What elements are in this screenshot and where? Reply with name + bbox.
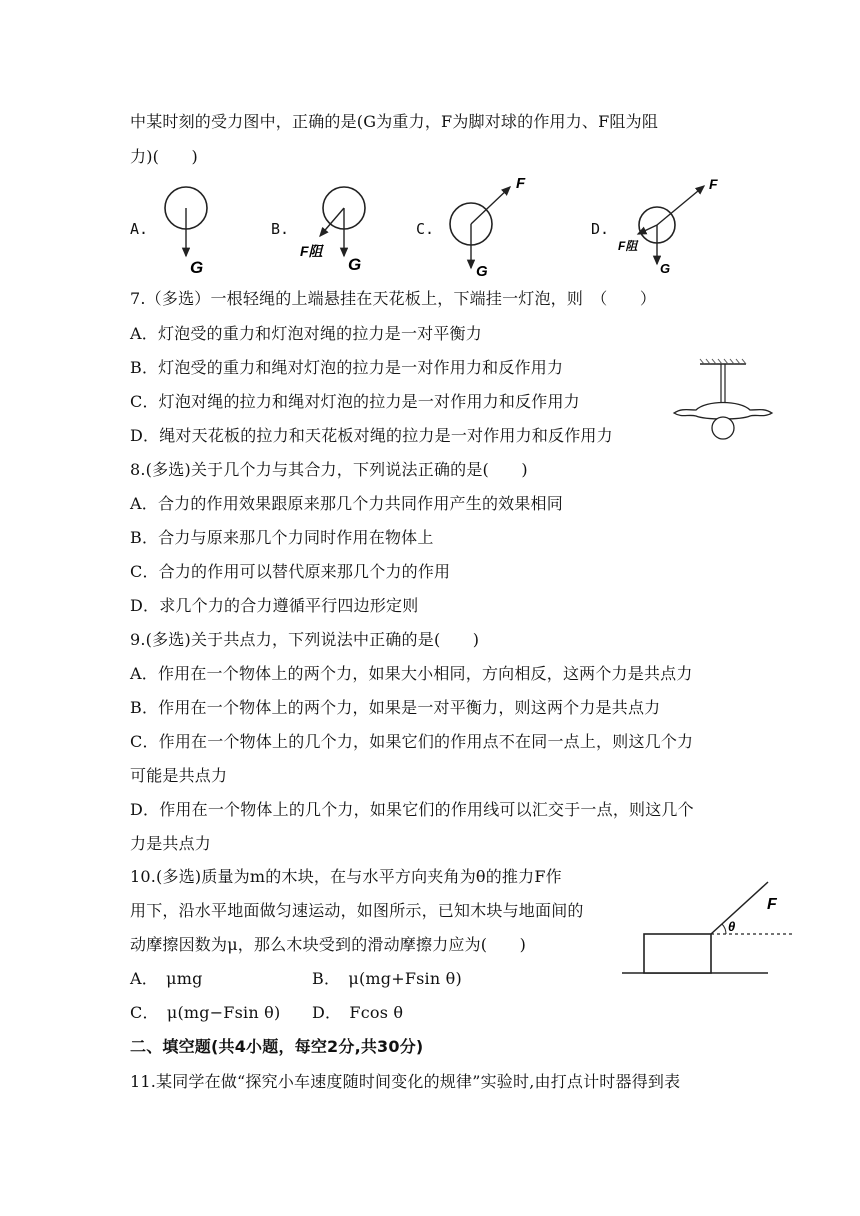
q9-option-c-cont: 可能是共点力 [130,766,228,785]
gravity-label: G [660,261,671,276]
resistance-arrow [638,225,657,234]
q6-figure-d [614,172,744,282]
q8-option-b: B．合力与原来那几个力同时作用在物体上 [130,528,434,547]
q10-option-c: C． μ(mg−Fsin θ) [130,1003,281,1022]
q10-line-1: 10.(多选)质量为m的木块，在与水平方向夹角为θ的推力F作 [130,867,562,886]
q6-line-1: 中某时刻的受力图中，正确的是(G为重力，F为脚对球的作用力、F阻为阻 [130,112,659,131]
theta-label: θ [728,919,736,934]
q8-option-a: A．合力的作用效果跟原来那几个力共同作用产生的效果相同 [130,494,563,513]
resistance-label: F阻 [618,239,638,253]
q9-option-a: A．作用在一个物体上的两个力，如果大小相同，方向相反，这两个力是共点力 [130,664,693,683]
q10-line-3: 动摩擦因数为μ，那么木块受到的滑动摩擦力应为( ) [130,935,527,954]
gravity-label: G [190,258,204,277]
q6-option-a-label: A. [130,220,149,238]
q6-option-d-label: D. [591,220,610,238]
q7-option-b: B．灯泡受的重力和绳对灯泡的拉力是一对作用力和反作用力 [130,358,564,377]
q9-stem: 9.(多选)关于共点力，下列说法中正确的是( ) [130,630,480,649]
gravity-label: G [476,263,488,280]
hanging-lamp-figure [668,340,778,440]
q10-option-a: A． μmg [130,969,203,988]
kick-force-label: F [516,175,526,192]
q7-option-d: D．绳对天花板的拉力和天花板对绳的拉力是一对作用力和反作用力 [130,426,613,445]
q9-option-c: C．作用在一个物体上的几个力，如果它们的作用点不在同一点上，则这几个力 [130,732,694,751]
force-label: F [767,896,777,913]
kick-force-arrow [657,186,704,225]
push-force-line [711,882,768,934]
q11-stem: 11.某同学在做“探究小车速度随时间变化的规律”实验时,由打点计时器得到表 [130,1072,681,1091]
q9-option-d-cont: 力是共点力 [130,834,212,853]
bulb [712,417,734,439]
q7-stem: 7.（多选）一根轻绳的上端悬挂在天花板上，下端挂一灯泡，则 （ ） [130,289,657,308]
q10-line-2: 用下，沿水平地面做匀速运动，如图所示，已知木块与地面间的 [130,901,584,920]
resistance-label: F阻 [300,243,323,259]
section-2-heading: 二、填空题(共4小题，每空2分,共30分) [130,1037,424,1056]
q6-option-c-label: C. [416,220,435,238]
wooden-block [644,934,711,973]
q7-option-a: A．灯泡受的重力和灯泡对绳的拉力是一对平衡力 [130,324,482,343]
q8-option-c: C．合力的作用可以替代原来那几个力的作用 [130,562,451,581]
q10-option-d: D． Fcos θ [312,1003,404,1022]
gravity-label: G [348,255,362,274]
q9-option-d: D．作用在一个物体上的几个力，如果它们的作用线可以汇交于一点，则这几个 [130,800,694,819]
q6-line-2: 力)( ) [130,147,198,166]
q6-figure-c [444,172,554,282]
q10-option-b: B． μ(mg+Fsin θ) [312,969,462,988]
angle-arc [722,924,726,934]
q7-option-c: C．灯泡对绳的拉力和绳对灯泡的拉力是一对作用力和反作用力 [130,392,580,411]
q8-option-d: D．求几个力的合力遵循平行四边形定则 [130,596,419,615]
q6-figure-a [148,178,238,278]
block-push-figure [618,870,798,980]
q8-stem: 8.(多选)关于几个力与其合力，下列说法正确的是( ) [130,460,528,479]
q6-figure-b [296,178,406,278]
kick-force-label: F [709,176,718,192]
q9-option-b: B．作用在一个物体上的两个力，如果是一对平衡力，则这两个力是共点力 [130,698,661,717]
q6-option-b-label: B. [271,220,290,238]
